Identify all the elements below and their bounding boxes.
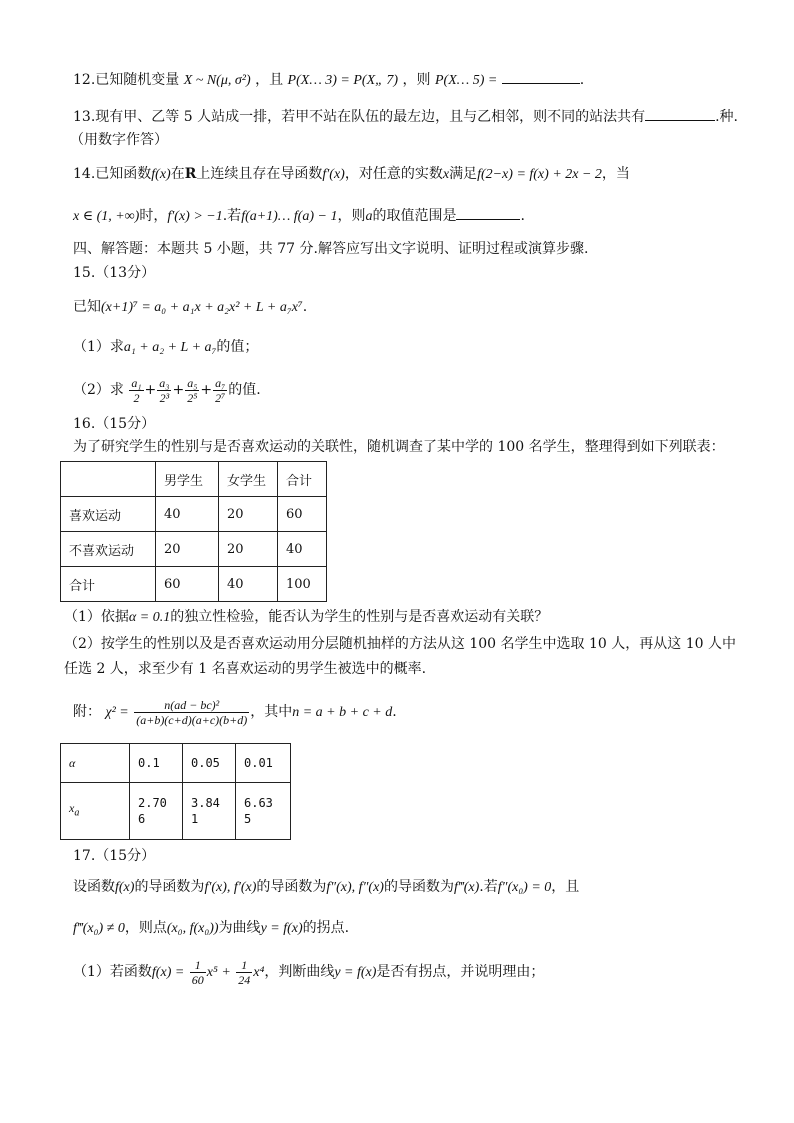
q15-p1-text: （1）求	[73, 339, 124, 355]
table-header-cell	[61, 462, 156, 497]
q17-text: 的导函数为	[134, 879, 205, 895]
q14-text-mid2: 上连续且存在导函数	[196, 166, 323, 182]
q15-expansion: (x+1)⁷ = a₀ + a₁x + a₂x² + L + a₇x⁷	[101, 300, 303, 315]
q15-part1	[73, 337, 258, 358]
q14-answer-blank[interactable]	[456, 205, 520, 220]
q14-inequality: f(a+1)… f(a) − 1	[241, 209, 338, 224]
q17-ftriple: f‴(x)	[453, 880, 480, 895]
q17-p1-curve: y = f(x)	[334, 965, 377, 980]
contingency-table	[60, 461, 327, 602]
table-cell: 2.70 6	[130, 783, 183, 840]
q14-text: 14.已知函数	[73, 166, 152, 182]
frac-denominator: 2	[133, 390, 140, 405]
q17-condition2: f‴(x₀) ≠ 0	[73, 921, 125, 936]
q17-p1-text: （1）若函数	[73, 964, 152, 980]
q12-answer-blank[interactable]	[502, 69, 580, 84]
chi-square-formula	[134, 698, 249, 727]
q14-fx: f(x)	[151, 167, 171, 182]
q12-target: P(X… 5) =	[435, 73, 498, 88]
q14-text-d: .若	[222, 208, 242, 224]
frac-denominator: (a+b)(c+d)(a+c)(b+d)	[136, 712, 248, 727]
q14-text-mid4: 满足	[449, 166, 478, 182]
table-cell: 0.1	[130, 744, 183, 783]
q14-interval: x ∈ (1, +∞)	[73, 209, 140, 224]
table-header-cell: 女学生	[219, 462, 278, 497]
table-cell: 合计	[61, 567, 156, 602]
q12-condition: P(X… 3) = P(X„ 7)	[287, 73, 399, 88]
frac-numerator: n(ad − bc)²	[134, 698, 249, 713]
q17-condition: f″(x₀) = 0	[497, 880, 552, 895]
appendix-mid: ，其中	[250, 704, 293, 720]
n-definition: n = a + b + c + d	[292, 705, 393, 720]
table-cell: 3.84 1	[183, 783, 236, 840]
q17-line2	[73, 918, 349, 939]
q16-p1-end: 的独立性检验，能否认为学生的性别与是否喜欢运动有关联？	[170, 609, 549, 625]
q17-part1	[73, 954, 544, 991]
table-cell: α	[61, 744, 130, 783]
question-14-line2	[73, 205, 525, 227]
table-cell: 20	[219, 497, 278, 532]
q16-part1	[64, 607, 548, 628]
q17-text: 的拐点.	[302, 920, 350, 936]
q17-text: 的导函数为	[383, 879, 454, 895]
frac-denominator: 60	[191, 972, 204, 987]
q17-frac-1	[190, 958, 206, 987]
q16-header: 16.（15分）	[73, 416, 156, 432]
q15-frac-3	[185, 376, 199, 405]
q17-point: (x₀, f(x₀))	[166, 921, 219, 936]
q15-p1-end: 的值；	[216, 339, 259, 355]
q17-frac-2	[236, 958, 252, 987]
q15-stem-text: 已知	[73, 299, 101, 315]
q14-a: a	[365, 209, 373, 224]
q14-derivative-cond: f′(x) > −1	[167, 209, 223, 224]
frac-numerator: a₁	[131, 375, 142, 390]
table-cell: 60	[278, 497, 327, 532]
appendix-end: .	[392, 704, 397, 720]
frac-numerator: 1	[236, 958, 252, 973]
table-cell: 0.05	[183, 744, 236, 783]
q17-text: 的导函数为	[256, 879, 327, 895]
q16-appendix	[73, 694, 397, 731]
chi-square-symbol: χ² =	[105, 705, 129, 720]
question-14-line1	[73, 164, 630, 185]
q12-text-mid2: ，则	[402, 72, 431, 88]
table-cell: 喜欢运动	[61, 497, 156, 532]
frac-denominator: 2⁷	[215, 390, 226, 405]
question-12	[73, 69, 584, 91]
q17-x4: x⁴	[253, 965, 265, 980]
q15-frac-1	[129, 376, 143, 405]
frac-denominator: 2³	[159, 390, 170, 405]
frac-denominator: 24	[238, 972, 251, 987]
q14-real-set: R	[184, 166, 197, 182]
critical-value-table	[60, 743, 291, 840]
q13-text: 13.现有甲、乙等 5 人站成一排，若甲不站在队伍的最左边，且与乙相邻，则不同的站法共有	[73, 109, 646, 125]
q17-curve: y = f(x)	[260, 921, 303, 936]
table-cell: 60	[156, 567, 219, 602]
table-row	[61, 744, 291, 783]
q13-end: .种.	[715, 109, 738, 125]
q17-fprime: f′(x), f′(x)	[204, 880, 257, 895]
q14-text-end: ，当	[601, 166, 630, 182]
table-cell: 40	[278, 532, 327, 567]
q17-header: 17.（15分）	[73, 848, 156, 864]
table-row	[61, 783, 291, 840]
table-cell: 20	[156, 532, 219, 567]
x-label: x	[69, 801, 75, 816]
q15-p2-end: 的值.	[228, 382, 261, 398]
q16-p1-text: （1）依据	[64, 609, 129, 625]
q15-p2-text: （2）求	[73, 382, 124, 398]
q17-text: 为曲线	[218, 920, 261, 936]
table-cell: 20	[219, 532, 278, 567]
q15-header: 15.（13分）	[73, 265, 156, 281]
q17-line1	[73, 877, 579, 898]
q16-part2-line2: 任选 2 人，求至少有 1 名喜欢运动的男学生被选中的概率.	[64, 661, 427, 677]
table-cell	[61, 783, 130, 840]
q14-text-mid: 在	[170, 166, 185, 182]
q12-end: .	[579, 72, 585, 88]
q12-distribution: X ~ N(μ, σ²)	[183, 73, 251, 88]
q17-fx: f(x)	[115, 880, 135, 895]
table-row	[61, 532, 327, 567]
appendix-label: 附：	[73, 704, 101, 720]
table-cell: 40	[219, 567, 278, 602]
q17-fdouble: f″(x), f″(x)	[326, 880, 384, 895]
frac-denominator: 2⁵	[187, 390, 198, 405]
question-13	[73, 106, 738, 127]
q14-text-b: 时，	[139, 208, 168, 224]
q14-text-g: 的取值范围是	[372, 208, 457, 224]
table-cell: 40	[156, 497, 219, 532]
table-cell: 100	[278, 567, 327, 602]
q14-x: x	[442, 167, 450, 182]
q12-text-mid: ，且	[255, 72, 284, 88]
q15-frac-4	[213, 376, 227, 405]
x-subscript: a	[74, 807, 80, 819]
section-4-heading: 四、解答题：本题共 5 小题，共 77 分.解答应写出文字说明、证明过程或演算步骤.	[73, 241, 589, 257]
q16-alpha: α = 0.1	[128, 610, 171, 625]
q15-frac-2	[157, 376, 171, 405]
q15-stem-end: .	[302, 299, 308, 315]
q17-x5: x⁵ +	[206, 965, 231, 980]
q14-end: .	[520, 208, 525, 224]
q17-text: ，且	[551, 879, 580, 895]
table-header-cell: 男学生	[156, 462, 219, 497]
q16-part2-line1: （2）按学生的性别以及是否喜欢运动用分层随机抽样的方法从这 100 名学生中选取 10 人，再从这 10 人中	[64, 636, 736, 652]
frac-numerator: a₇	[215, 375, 226, 390]
q12-text: 12.已知随机变量	[73, 72, 180, 88]
q17-p1-end: 是否有拐点，并说明理由；	[376, 964, 545, 980]
q15-stem	[73, 297, 307, 318]
q14-condition: f(2−x) = f(x) + 2x − 2	[477, 167, 602, 182]
table-row	[61, 497, 327, 532]
table-header-cell: 合计	[278, 462, 327, 497]
table-cell: 6.63 5	[236, 783, 291, 840]
q14-derivative: f′(x)	[322, 167, 345, 182]
q17-text: .若	[479, 879, 498, 895]
q17-p1-fx: f(x) =	[151, 965, 185, 980]
frac-numerator: a₅	[187, 375, 198, 390]
q17-text: ，则点	[124, 920, 167, 936]
table-row	[61, 567, 327, 602]
frac-numerator: a₃	[159, 375, 170, 390]
q13-answer-blank[interactable]	[645, 106, 715, 121]
frac-numerator: 1	[190, 958, 206, 973]
q17-text: 设函数	[73, 879, 115, 895]
q17-p1-mid: ，判断曲线	[264, 964, 335, 980]
q16-intro: 为了研究学生的性别与是否喜欢运动的关联性，随机调查了某中学的 100 名学生，整理得到如下列联表：	[73, 439, 725, 455]
table-cell: 0.01	[236, 744, 291, 783]
q15-part2: （2）求 $\frac{\text{a₁}}{2}$ + $\frac{\text{a₃}}{\text{2³}}$ + $\frac{\text{a₅}}{\text{2⁵}}$ + $\frac{\text{a₇}}{\text{2⁷}}$ 的值.	[73, 375, 261, 405]
q13-note: （用数字作答）	[70, 132, 168, 148]
table-row	[61, 462, 327, 497]
q14-text-f: ，则	[337, 208, 366, 224]
table-cell: 不喜欢运动	[61, 532, 156, 567]
q14-text-mid3: ，对任意的实数	[344, 166, 443, 182]
q15-p1-expr: a₁ + a₂ + L + a₇	[123, 340, 217, 355]
